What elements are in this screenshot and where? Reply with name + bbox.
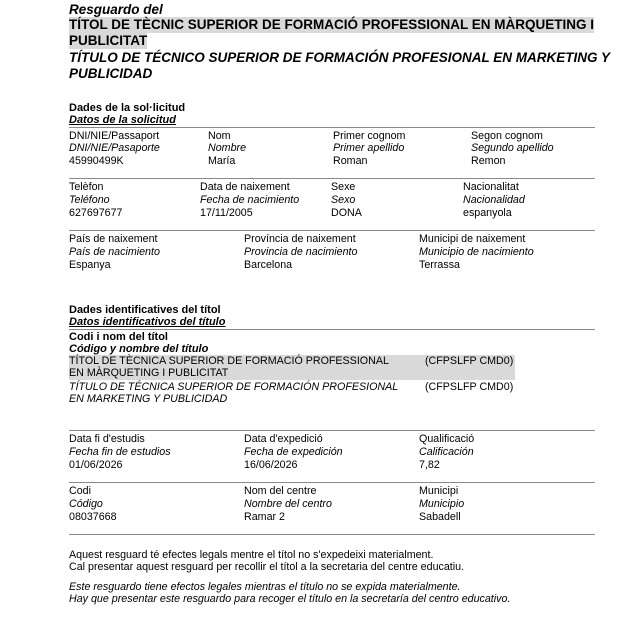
section-heading-solicitud-es: Datos de la solicitud — [69, 114, 176, 126]
field-label-es: Fecha de expedición — [244, 446, 343, 458]
legal-note-ca-line2: Cal presentar aquest resguard per recollir el títol a la secretaria del centre educatiu. — [69, 561, 465, 573]
field-label-es: Primer apellido — [333, 142, 405, 154]
field-value-center-municipality: Sabadell — [419, 511, 461, 523]
field-label-es: Municipio de nacimiento — [419, 246, 534, 258]
title-ca-line1: TÍTOL DE TÈCNIC SUPERIOR DE FORMACIÓ PROFESSIONAL EN MÀRQUETING I — [69, 17, 595, 32]
field-label-es: Nacionalidad — [463, 194, 525, 206]
row-divider — [69, 178, 595, 179]
title-ca-line2: PUBLICITAT — [69, 33, 148, 48]
field-label-ca: Sexe — [331, 181, 356, 193]
field-value-nationality: espanyola — [463, 207, 512, 219]
field-label-ca: Nacionalitat — [463, 181, 519, 193]
field-label-es: Municipio — [419, 498, 465, 510]
field-label-ca: Telèfon — [69, 181, 104, 193]
field-label-ca: Nom — [208, 130, 231, 142]
title-name-ca-line2: EN MÀRQUETING I PUBLICITAT — [69, 367, 229, 379]
title-code-es: (CFPSLFP CMD0) — [425, 381, 514, 393]
field-label-ca: País de naixement — [69, 233, 158, 245]
title-name-ca-line1: TÍTOL DE TÈCNICA SUPERIOR DE FORMACIÓ PROFESSIONAL — [69, 355, 389, 367]
field-label-ca: Data d'expedició — [244, 433, 323, 445]
section-divider — [69, 329, 595, 330]
field-label-ca: Codi — [69, 485, 91, 497]
field-value-first-surname: Roman — [333, 155, 368, 167]
field-label-es: País de nacimiento — [69, 246, 160, 258]
resguardo-label: Resguardo del — [69, 2, 163, 17]
field-label-es: Nombre del centro — [244, 498, 332, 510]
row-divider — [69, 430, 595, 431]
field-label-es: Calificación — [419, 446, 474, 458]
field-value-end-date: 01/06/2026 — [69, 459, 123, 471]
field-value-second-surname: Remon — [471, 155, 506, 167]
field-label-es: Código — [69, 498, 103, 510]
field-label-ca: Municipi — [419, 485, 459, 497]
field-label-es: Nombre — [208, 142, 247, 154]
field-label-ca: Província de naixement — [244, 233, 356, 245]
section-heading-titol-ca: Dades identificatives del títol — [69, 304, 221, 316]
row-divider — [69, 534, 595, 535]
field-value-name: María — [208, 155, 236, 167]
field-value-document: 45990499K — [69, 155, 124, 167]
field-label-ca: Segon cognom — [471, 130, 543, 142]
field-label-es: Fecha fin de estudios — [69, 446, 171, 458]
legal-note-ca-line1: Aquest resguard té efectes legals mentre el títol no s'expedeixi materialment. — [69, 549, 434, 561]
title-name-es-line2: EN MARKETING Y PUBLICIDAD — [69, 393, 228, 405]
field-label-es: Fecha de nacimiento — [200, 194, 300, 206]
field-label-ca: Data fi d'estudis — [69, 433, 145, 445]
section-heading-solicitud-ca: Dades de la sol·licitud — [69, 102, 186, 114]
row-divider — [69, 230, 595, 231]
field-label-es: Sexo — [331, 194, 356, 206]
field-value-birth-municipality: Terrassa — [419, 259, 460, 271]
field-label-es: Provincia de nacimiento — [244, 246, 358, 258]
codi-nom-label-ca: Codi i nom del títol — [69, 331, 168, 343]
field-label-ca: DNI/NIE/Passaport — [69, 130, 160, 142]
field-label-es: Segundo apellido — [471, 142, 554, 154]
title-code-ca: (CFPSLFP CMD0) — [425, 355, 514, 367]
section-divider — [69, 127, 595, 128]
field-label-ca: Qualificació — [419, 433, 475, 445]
title-name-es-line1: TÍTULO DE TÉCNICA SUPERIOR DE FORMACIÓN PROFESIONAL — [69, 381, 399, 393]
title-es-line1: TÍTULO DE TÉCNICO SUPERIOR DE FORMACIÓN PROFESIONAL EN MARKETING Y — [69, 50, 611, 65]
section-heading-titol-es: Datos identificativos del título — [69, 316, 226, 328]
field-value-center-name: Ramar 2 — [244, 511, 285, 523]
legal-note-es-line2: Hay que presentar este resguardo para recoger el título en la secretaría del centro educativo. — [69, 593, 511, 605]
field-value-issue-date: 16/06/2026 — [244, 459, 298, 471]
legal-note-es-line1: Este resguardo tiene efectos legales mientras el título no se expida materialmente. — [69, 581, 461, 593]
codi-nom-label-es: Código y nombre del título — [69, 343, 209, 355]
field-value-phone: 627697677 — [69, 207, 123, 219]
field-value-birth-province: Barcelona — [244, 259, 293, 271]
field-label-ca: Municipi de naixement — [419, 233, 526, 245]
field-label-es: DNI/NIE/Pasaporte — [69, 142, 160, 154]
field-value-birth-country: Espanya — [69, 259, 111, 271]
field-value-sex: DONA — [331, 207, 362, 219]
field-label-es: Teléfono — [69, 194, 110, 206]
field-value-birthdate: 17/11/2005 — [200, 207, 253, 219]
field-label-ca: Data de naixement — [200, 181, 290, 193]
field-label-ca: Primer cognom — [333, 130, 406, 142]
title-es-line2: PUBLICIDAD — [69, 66, 153, 81]
field-value-center-code: 08037668 — [69, 511, 117, 523]
row-divider — [69, 482, 595, 483]
field-label-ca: Nom del centre — [244, 485, 317, 497]
field-value-grade: 7,82 — [419, 459, 440, 471]
